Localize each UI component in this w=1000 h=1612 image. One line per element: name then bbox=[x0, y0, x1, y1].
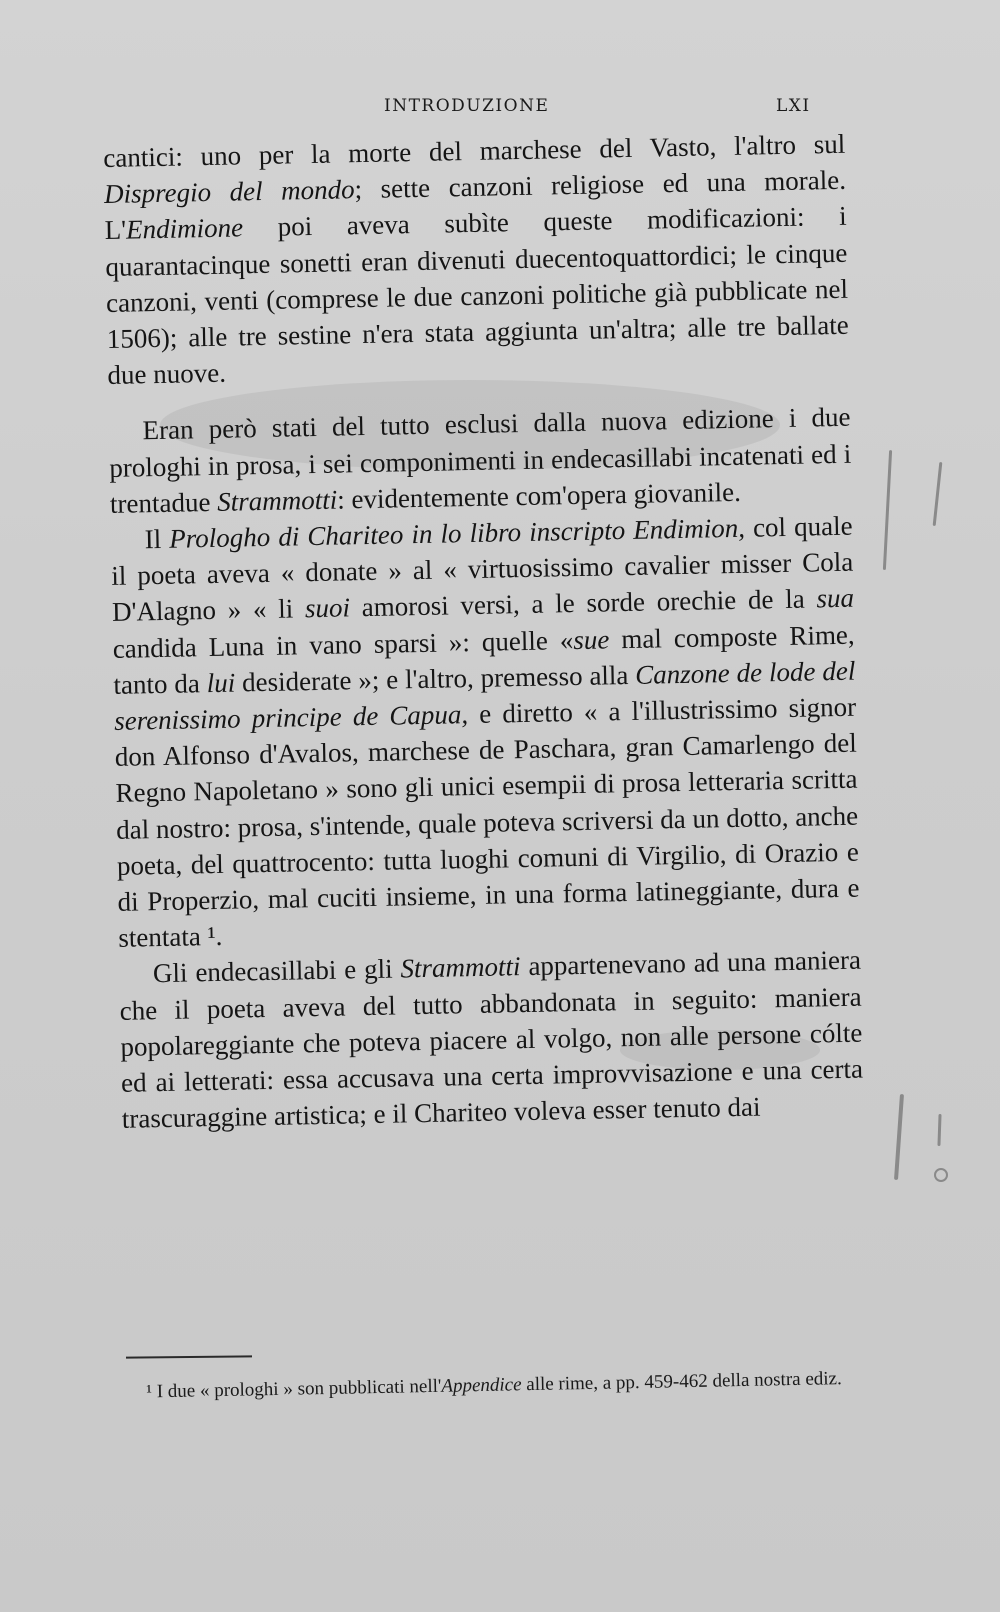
italic-segment: Canzone de lode del serenissimo principe de Capua, bbox=[113, 655, 856, 736]
text-segment: mal composte Rime, tanto da bbox=[113, 619, 855, 700]
text-segment: col quale il poeta aveva « donate » al « virtuosissimo cavalier misser Cola D'Alagno » « li bbox=[111, 510, 854, 628]
italic-segment: sue bbox=[573, 624, 610, 655]
italic-segment: Appendice bbox=[441, 1374, 522, 1397]
italic-segment: Endimione bbox=[125, 212, 244, 245]
paragraph-2 bbox=[108, 399, 852, 522]
paragraph-3 bbox=[110, 508, 860, 957]
margin-pencil-mark bbox=[934, 1168, 948, 1182]
paragraph-1 bbox=[103, 126, 850, 394]
body-text bbox=[103, 126, 864, 1138]
italic-segment: suoi bbox=[304, 592, 351, 624]
text-segment: amorosi versi, a le sorde orechie de la bbox=[349, 583, 817, 623]
margin-pencil-mark bbox=[933, 462, 943, 526]
italic-segment: Strammotti bbox=[216, 484, 338, 517]
text-segment: cantici: uno per la morte del marchese del Vasto, l'altro sul bbox=[103, 128, 846, 173]
italic-segment: Dispregio del mondo bbox=[103, 174, 355, 210]
text-segment: Gli endecasillabi e gli bbox=[152, 953, 401, 989]
text-segment: Il bbox=[144, 523, 170, 555]
text-segment: appartenevano ad una maniera che il poeta aveva del tutto abbandonata in seguito: maniera popolareggiante che poteva piacere al volgo, non alle persone cólte ed ai letterati: essa accusava una certa improvvisazione e una certa trascuraggine artistica; e il Chariteo voleva esser tenuto dai bbox=[119, 945, 864, 1135]
running-head bbox=[0, 96, 1000, 124]
margin-pencil-mark bbox=[883, 450, 892, 570]
italic-segment: sua bbox=[816, 583, 855, 614]
italic-segment: lui bbox=[206, 667, 236, 698]
paragraph-4 bbox=[119, 942, 864, 1137]
text-segment: e diretto « a l'illustrissimo signor don Alfonso d'Avalos, marchese de Paschara, gran Camarlengo del Regno Napoletano » sono gli unici esempii di prosa letteraria scritta dal nostro: prosa, s'intende, quale poteva scriversi da un dotto, anche poeta, del quattrocento: tutta luoghi comuni di Virgilio, di Orazio e di Properzio, mal cuciti insieme, in una forma latineggiante, dura e stentata ¹. bbox=[114, 691, 860, 954]
text-segment: desiderate »; e l'altro, premesso alla bbox=[234, 659, 636, 698]
running-head-title: INTRODUZIONE bbox=[384, 96, 550, 116]
text-segment: candida Luna in vano sparsi »: quelle « bbox=[112, 624, 574, 664]
text-segment: alle rime, a pp. 459-462 della nostra ediz. bbox=[521, 1368, 842, 1396]
margin-pencil-mark bbox=[937, 1114, 941, 1146]
footnote-divider bbox=[126, 1355, 252, 1358]
footnote bbox=[118, 1364, 863, 1408]
page-number: LXI bbox=[776, 96, 811, 116]
text-segment: ¹ I due « prologhi » son pubblicati nell' bbox=[146, 1375, 442, 1403]
text-segment: Eran però stati del tutto esclusi dalla nuova edizione i due prologhi in prosa, i sei componimenti in endecasillabi incatenati ed i trentadue bbox=[109, 402, 852, 519]
text-segment: poi aveva subìte queste modificazioni: i quarantacinque sonetti eran divenuti duecentoquattordici; le cinque canzoni, venti (comprese le due canzoni politiche già pubblicate nel 1506); alle tre sestine n'era stata aggiunta un'altra; alle tre ballate due nuove. bbox=[105, 201, 849, 391]
italic-segment: Prologho di Chariteo in lo libro inscripto Endimion, bbox=[168, 512, 746, 554]
margin-pencil-mark bbox=[894, 1094, 904, 1180]
italic-segment: Strammotti bbox=[400, 951, 521, 984]
text-segment: : evidentemente com'opera giovanile. bbox=[336, 476, 742, 515]
text-segment: ; sette canzoni religiose ed una morale. L' bbox=[104, 164, 847, 246]
